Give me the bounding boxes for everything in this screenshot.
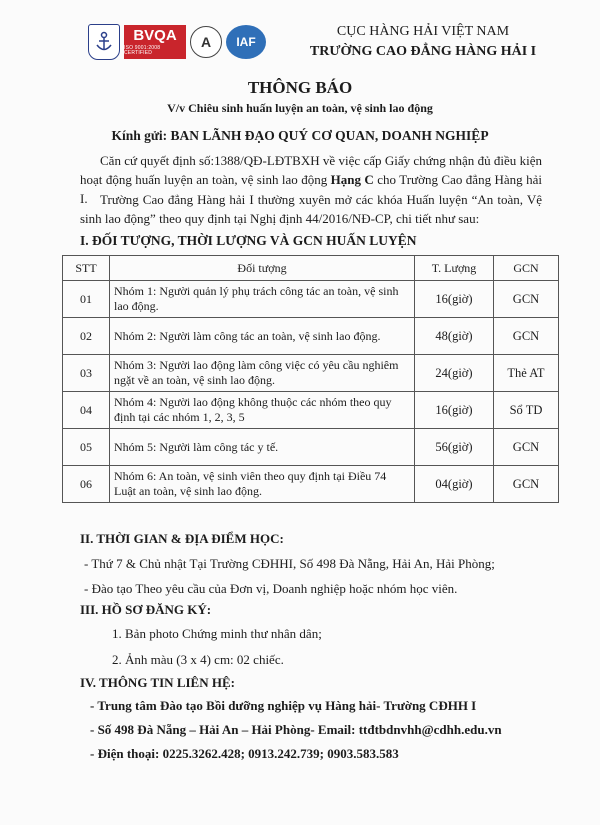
anchor-icon <box>93 30 115 54</box>
contact-phone: - Điện thoại: 0225.3262.428; 0913.242.739; 0903.583.583 <box>90 746 399 761</box>
row-cert: GCN <box>494 318 559 355</box>
contact-address-email: - Số 498 Đà Nẵng – Hải An – Hải Phòng- Email: ttđtbdnvhh@cdhh.edu.vn <box>90 722 502 737</box>
row-group: Nhóm 2: Người làm công tác an toàn, vệ sinh lao động. <box>110 318 415 355</box>
registration-item: 1. Bản photo Chứng minh thư nhân dân; <box>112 626 322 641</box>
row-stt: 01 <box>63 281 110 318</box>
registration-item: 2. Ảnh màu (3 x 4) cm: 02 chiếc. <box>112 652 284 667</box>
header-duration: T. Lượng <box>415 256 494 281</box>
school-emblem-icon <box>88 24 120 60</box>
table-row <box>63 466 559 503</box>
row-duration: 16(giờ) <box>415 281 494 318</box>
schedule-line: - Đào tạo Theo yêu cầu của Đơn vị, Doanh nghiệp hoặc nhóm học viên. <box>84 581 458 596</box>
row-cert: GCN <box>494 429 559 466</box>
row-duration: 16(giờ) <box>415 392 494 429</box>
row-group: Nhóm 4: Người lao động không thuộc các nhóm theo quy định tại các nhóm 1, 2, 3, 5 <box>110 392 415 429</box>
intro-paragraph-2: Trường Cao đẳng Hàng hải I thường xuyên mở các khóa Huấn luyện “An toàn, Vệ sinh lao động” theo quy định tại Nghị định 44/2016/NĐ-CP, chi tiết như sau: <box>80 192 542 226</box>
ministry-name: CỤC HÀNG HẢI VIỆT NAM <box>336 24 510 39</box>
para1-text-b: cho Trường Cao đẳng Hàng hải I. <box>80 172 542 206</box>
row-group: Nhóm 1: Người quản lý phụ trách công tác an toàn, vệ sinh lao động. <box>110 281 415 318</box>
row-stt: 03 <box>63 355 110 392</box>
header-stt: STT <box>63 256 110 281</box>
schedule-line: - Thứ 7 & Chủ nhật Tại Trường CĐHHI, Số 498 Đà Nẵng, Hải An, Hải Phòng; <box>84 556 495 571</box>
row-cert: Thẻ AT <box>494 355 559 392</box>
row-duration: 48(giờ) <box>415 318 494 355</box>
row-stt: 06 <box>63 466 110 503</box>
row-group: Nhóm 5: Người làm công tác y tế. <box>110 429 415 466</box>
contact-center: - Trung tâm Đào tạo Bồi dưỡng nghiệp vụ Hàng hải- Trường CĐHH I <box>90 698 477 713</box>
row-group: Nhóm 6: An toàn, vệ sinh viên theo quy định tại Điều 74 Luật an toàn, vệ sinh lao động. <box>110 466 415 503</box>
row-stt: 04 <box>63 392 110 429</box>
section-1-heading: I. ĐỐI TƯỢNG, THỜI LƯỢNG VÀ GCN HUẤN LUYỆN <box>80 233 417 248</box>
para1-grade: Hạng C <box>330 172 374 187</box>
row-cert: GCN <box>494 466 559 503</box>
training-table <box>62 255 559 503</box>
certification-logos <box>88 22 266 62</box>
table-row <box>63 281 559 318</box>
row-duration: 56(giờ) <box>415 429 494 466</box>
accreditation-logo: A <box>190 26 222 58</box>
header-cert: GCN <box>494 256 559 281</box>
iaf-logo: IAF <box>226 25 266 59</box>
notice-subject: V/v Chiêu sinh huấn luyện an toàn, vệ sinh lao động <box>167 101 433 115</box>
section-2-heading: II. THỜI GIAN & ĐỊA ĐIỂM HỌC: <box>80 531 284 546</box>
row-stt: 02 <box>63 318 110 355</box>
row-duration: 04(giờ) <box>415 466 494 503</box>
para1-text-a: Căn cứ quyết định số:1388/QĐ-LĐTBXH về việc cấp Giấy chứng nhận đủ điều kiện hoạt động huấn luyện an toàn, vệ sinh lao động <box>80 153 542 187</box>
table-row <box>63 392 559 429</box>
row-cert: Sổ TD <box>494 392 559 429</box>
row-group: Nhóm 3: Người lao động làm công việc có yêu cầu nghiêm ngặt về an toàn, vệ sinh lao động. <box>110 355 415 392</box>
school-name: TRƯỜNG CAO ĐẲNG HÀNG HẢI I <box>309 44 537 59</box>
table-row <box>63 318 559 355</box>
section-4-heading: IV. THÔNG TIN LIÊN HỆ: <box>80 675 235 690</box>
section-3-heading: III. HỒ SƠ ĐĂNG KÝ: <box>80 602 212 617</box>
table-header-row <box>63 256 559 281</box>
organization-header <box>308 22 538 62</box>
row-cert: GCN <box>494 281 559 318</box>
iso-text: ISO 9001:2008 CERTIFIED <box>124 45 161 56</box>
notice-greeting: Kính gửi: BAN LÃNH ĐẠO QUÝ CƠ QUAN, DOANH NGHIỆP <box>111 128 489 143</box>
notice-title: THÔNG BÁO <box>247 78 353 97</box>
table-row <box>63 429 559 466</box>
row-duration: 24(giờ) <box>415 355 494 392</box>
bvqa-logo <box>124 25 186 59</box>
row-stt: 05 <box>63 429 110 466</box>
table-row <box>63 355 559 392</box>
bvqa-text: BVQA <box>133 27 177 44</box>
header-group: Đối tượng <box>110 256 415 281</box>
